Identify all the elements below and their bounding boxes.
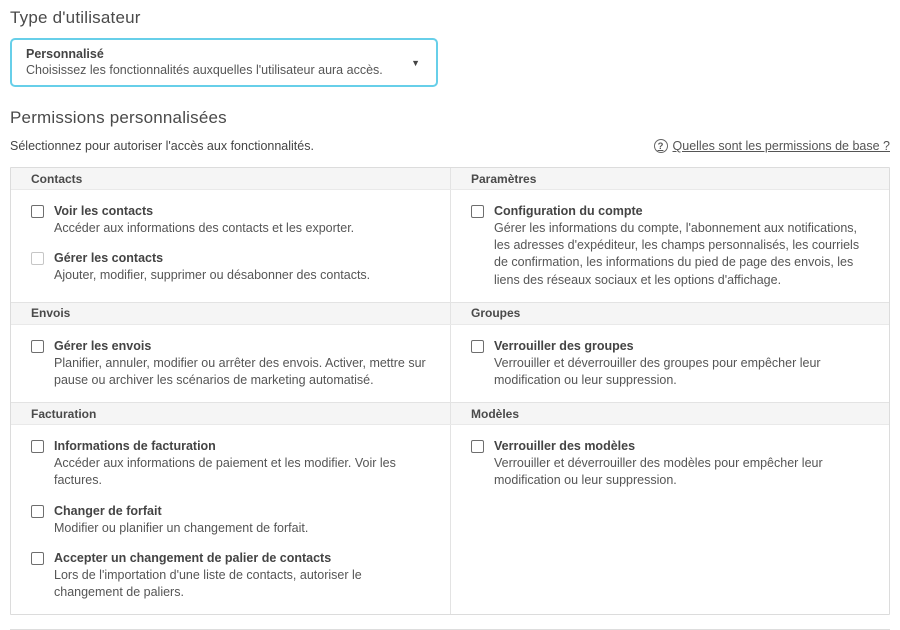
permission-text — [494, 438, 871, 489]
permission-item-configuration-du-compte — [471, 203, 871, 289]
permission-label: Voir les contacts — [54, 204, 154, 218]
checkbox-configuration-du-compte[interactable] — [471, 205, 484, 218]
section-header-row-1 — [11, 168, 889, 190]
section-header-modeles: Modèles — [450, 403, 889, 424]
permission-label: Accepter un changement de palier de contacts — [54, 550, 332, 565]
permission-text — [494, 338, 871, 389]
section-body-contacts — [11, 190, 450, 302]
permission-description: Modifier ou planifier un changement de forfait. — [54, 520, 309, 535]
user-type-selected-label: Personnalisé — [26, 47, 104, 61]
permission-description: Lors de l'importation d'une liste de contacts, autoriser le changement de paliers. — [54, 567, 362, 600]
permission-item-changer-de-forfait — [31, 503, 432, 537]
permission-text — [54, 338, 432, 389]
checkbox-verrouiller-des-modeles[interactable] — [471, 440, 484, 453]
permission-label: Changer de forfait — [54, 503, 162, 518]
permissions-subtitle-row — [10, 139, 890, 153]
checkbox-gerer-les-contacts[interactable] — [31, 252, 44, 265]
permission-description: Planifier, annuler, modifier ou arrêter des envois. Activer, mettre sur pause ou archiver les scénarios de marketing automatisé. — [54, 355, 426, 388]
permission-item-verrouiller-des-groupes — [471, 338, 871, 389]
permission-label: Configuration du compte — [494, 204, 643, 218]
section-body-modeles — [450, 425, 889, 614]
permission-item-verrouiller-des-modeles — [471, 438, 871, 489]
checkbox-gerer-les-envois[interactable] — [31, 340, 44, 353]
section-body-groupes — [450, 325, 889, 402]
checkbox-verrouiller-des-groupes[interactable] — [471, 340, 484, 353]
user-type-selected-description: Choisissez les fonctionnalités auxquelles l'utilisateur aura accès. — [26, 63, 383, 77]
section-header-contacts: Contacts — [31, 171, 83, 186]
permission-description: Ajouter, modifier, supprimer ou désabonner des contacts. — [54, 268, 371, 283]
permissions-title: Permissions personnalisées — [10, 108, 227, 127]
checkbox-informations-de-facturation[interactable] — [31, 440, 44, 453]
help-link-label: Quelles sont les permissions de base ? — [672, 139, 890, 153]
section-header-parametres: Paramètres — [450, 168, 889, 189]
section-header-groupes: Groupes — [450, 303, 889, 324]
checkbox-changer-de-forfait[interactable] — [31, 505, 44, 518]
permission-text — [494, 203, 871, 289]
permission-item-accepter-changement-palier — [31, 550, 432, 601]
permission-item-gerer-les-envois — [31, 338, 432, 389]
permission-item-voir-les-contacts — [31, 203, 432, 237]
section-header-row-3 — [11, 402, 889, 425]
permission-item-informations-de-facturation — [31, 438, 432, 489]
section-body-envois — [11, 325, 450, 402]
permission-description: Gérer les informations du compte, l'abonnement aux notifications, les adresses d'expéditeur, les champs personnalisés, les courriels de confirmation, les informations du pied de page des envois, les liens des réseaux sociaux et les options d'affichage. — [494, 221, 860, 287]
permissions-table — [10, 167, 890, 615]
permission-description: Verrouiller et déverrouiller des groupes pour empêcher leur modification ou leur suppression. — [494, 355, 821, 388]
permission-text — [54, 250, 370, 284]
section-body-parametres — [450, 190, 889, 302]
section-header-envois: Envois — [31, 306, 71, 321]
permissions-subtitle: Sélectionnez pour autoriser l'accès aux fonctionnalités. — [10, 139, 314, 153]
permission-description: Verrouiller et déverrouiller des modèles pour empêcher leur modification ou leur suppression. — [494, 456, 823, 488]
section-body-facturation — [11, 425, 450, 614]
section-body-row-3 — [11, 425, 889, 614]
user-type-title: Type d'utilisateur — [10, 8, 141, 27]
permission-label: Verrouiller des groupes — [494, 338, 634, 353]
permission-text — [54, 503, 308, 537]
permission-item-gerer-les-contacts — [31, 250, 432, 284]
permission-description: Accéder aux informations de paiement et les modifier. Voir les factures. — [54, 456, 396, 488]
permission-label: Informations de facturation — [54, 439, 216, 454]
help-icon: ? — [654, 139, 668, 153]
permission-text — [54, 438, 432, 489]
permission-label: Verrouiller des modèles — [494, 439, 636, 454]
user-type-select[interactable] — [10, 38, 438, 87]
checkbox-accepter-changement-palier[interactable] — [31, 552, 44, 565]
section-body-row-1 — [11, 190, 889, 302]
permission-text — [54, 203, 354, 237]
base-permissions-help-link[interactable] — [654, 139, 890, 153]
section-header-row-2 — [11, 302, 889, 325]
section-body-row-2 — [11, 325, 889, 402]
section-header-facturation: Facturation — [31, 406, 97, 421]
chevron-down-icon: ▼ — [411, 57, 420, 68]
checkbox-voir-les-contacts[interactable] — [31, 205, 44, 218]
permission-label: Gérer les contacts — [54, 251, 164, 266]
permission-description: Accéder aux informations des contacts et les exporter. — [54, 221, 355, 235]
permission-label: Gérer les envois — [54, 338, 152, 353]
permission-text — [54, 550, 432, 601]
